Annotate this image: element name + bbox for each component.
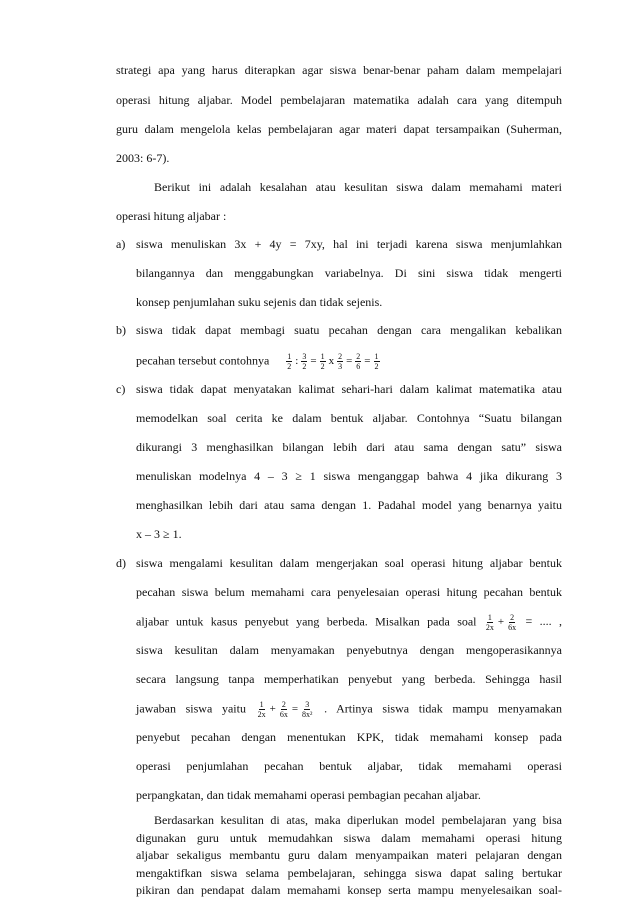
body-text-line: digunakan guru untuk memudahkan siswa dalam memahami operasi hitung xyxy=(136,830,562,845)
fraction: $\frac{1}{2}$ xyxy=(374,352,379,371)
text-span: hal ini terjadi karena siswa menjumlahkan xyxy=(333,237,563,251)
body-text-line: 2003: 6-7). xyxy=(116,151,170,165)
list-item-line: siswa tidak dapat menyatakan kalimat sehari-hari dalam kalimat matematika atau xyxy=(136,382,562,396)
body-text-line: Berdasarkan kesulitan di atas, maka diperlukan model pembelajaran yang bisa xyxy=(154,813,562,827)
fraction: $\frac{2}{6}$ xyxy=(356,352,361,371)
fraction: $\frac{2}{3}$ xyxy=(338,352,343,371)
list-item-line xyxy=(136,352,562,371)
list-marker: a) xyxy=(116,237,126,251)
body-text-line: pikiran dan pendapat dalam memahami konsep serta mampu menyelesaikan soal- xyxy=(136,883,562,897)
list-marker: d) xyxy=(116,556,126,570)
fraction: $\frac{1}{2}$ xyxy=(320,352,325,371)
list-item-line: secara langsung tanpa memperhatikan penyebut yang berbeda. Sehingga hasil xyxy=(136,672,562,686)
list-item-line xyxy=(136,613,562,632)
list-item-line xyxy=(136,700,562,719)
text-span: jawaban siswa yaitu xyxy=(136,701,246,716)
math-operator: = xyxy=(291,703,299,716)
list-item-line: siswa kesulitan dalam menyamakan penyebutnya dengan mengoperasikannya xyxy=(136,643,562,657)
math-operator: + xyxy=(497,616,505,629)
body-text-line: guru dalam mengelola kelas pembelajaran agar materi dapat tersampaikan (Suherman, xyxy=(116,122,562,136)
list-item-line: operasi penjumlahan pecahan bentuk aljabar, tidak memahami operasi xyxy=(136,759,562,773)
math-operator: = xyxy=(310,355,317,368)
fraction: $\frac{3}{2}$ xyxy=(302,352,307,371)
body-text-line: aljabar sekaligus membantu guru dalam menyampaikan materi pelajaran dengan xyxy=(136,848,562,862)
body-text-line: operasi hitung aljabar. Model pembelajaran matematika adalah cara yang ditempuh xyxy=(116,93,562,107)
body-text-line: strategi apa yang harus diterapkan agar siswa benar-benar paham dalam mempelajari xyxy=(116,63,562,77)
body-text-line: operasi hitung aljabar : xyxy=(116,209,227,223)
text-span: aljabar untuk kasus penyebut yang berbeda. Misalkan pada soal xyxy=(136,614,477,629)
body-text-line: Berikut ini adalah kesalahan atau kesulitan siswa dalam memahami materi xyxy=(154,180,562,194)
list-marker: c) xyxy=(116,382,126,396)
math-operator: = xyxy=(364,355,371,368)
list-item-line: bilangannya dan menggabungkan variabelnya. Di sini siswa tidak mengerti xyxy=(136,266,562,280)
fraction: $\frac{1}{2x}$ xyxy=(485,613,494,632)
text-span: pecahan tersebut contohnya xyxy=(136,353,270,368)
text-span: siswa menuliskan xyxy=(136,237,227,251)
fraction: $\frac{1}{2x}$ xyxy=(257,700,266,719)
list-item-line: x – 3 ≥ 1. xyxy=(136,527,182,541)
equation-tail: = .... , xyxy=(525,614,563,629)
fraction: $\frac{2}{6x}$ xyxy=(508,613,517,632)
fraction: $\frac{2}{6x}$ xyxy=(279,700,288,719)
list-item-line: siswa tidak dapat membagi suatu pecahan dengan cara mengalikan kebalikan xyxy=(136,323,562,337)
list-item-line: menuliskan modelnya 4 – 3 ≥ 1 siswa menganggap bahwa 4 jika dikurang 3 xyxy=(136,469,562,483)
math-operator: : xyxy=(295,355,299,368)
list-item-line: dikurangi 3 menghasilkan bilangan lebih dari atau sama dengan satu” siswa xyxy=(136,440,562,454)
list-item-line: konsep penjumlahan suku sejenis dan tidak sejenis. xyxy=(136,295,383,309)
list-item-line xyxy=(136,236,562,252)
math-operator: x xyxy=(328,355,335,368)
fraction: $\frac{3}{\text{8x²}}$ xyxy=(302,700,313,719)
equation-span: 3x + 4y = 7xy, xyxy=(234,237,325,251)
math-operator: + xyxy=(269,703,276,716)
math-operator: = xyxy=(346,355,353,368)
list-marker: b) xyxy=(116,323,126,337)
body-text-line: mengaktifkan siswa selama pembelajaran, sehingga siswa dapat saling bertukar xyxy=(136,865,562,880)
list-item-line: perpangkatan, dan tidak memahami operasi pembagian pecahan aljabar. xyxy=(136,788,481,802)
list-item-line: siswa mengalami kesulitan dalam mengerjakan soal operasi hitung aljabar bentuk xyxy=(136,556,562,570)
text-span: . Artinya siswa tidak mampu menyamakan xyxy=(324,701,563,716)
list-item-line: memodelkan soal cerita ke dalam bentuk aljabar. Contohnya “Suatu bilangan xyxy=(136,411,562,425)
list-item-line: menghasilkan lebih dari atau sama dengan 1. Padahal model yang benarnya yaitu xyxy=(136,498,562,512)
fraction: $\frac{1}{2}$ xyxy=(287,352,292,371)
list-item-line: penyebut pecahan dengan menentukan KPK, tidak memahami konsep pada xyxy=(136,730,562,744)
list-item-line: pecahan siswa belum memahami cara penyelesaian operasi hitung pecahan bentuk xyxy=(136,585,562,599)
